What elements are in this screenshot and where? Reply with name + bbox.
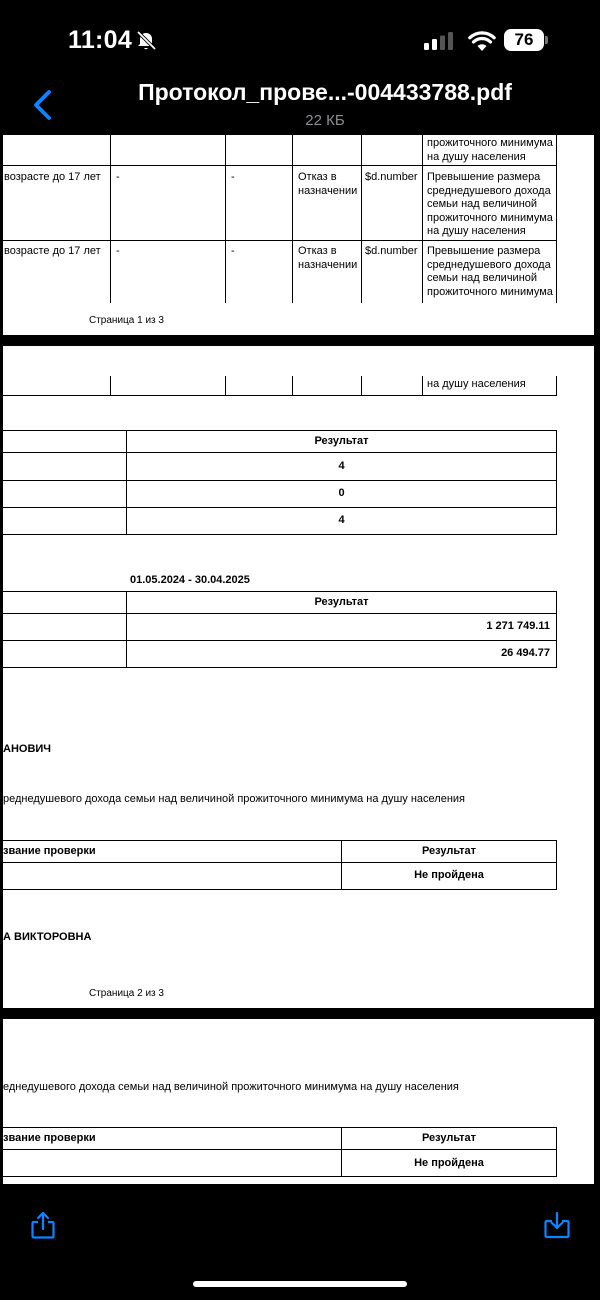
pdf-page-3 bbox=[3, 1019, 594, 1184]
table-cell-number: $d.number bbox=[365, 245, 418, 257]
table-cell-value: 4 bbox=[338, 460, 345, 472]
table-cell-status: Отказ в назначении bbox=[298, 245, 358, 271]
table-cell-dash: - bbox=[231, 245, 235, 257]
table-header-result: Результат bbox=[314, 596, 369, 608]
save-to-files-icon[interactable] bbox=[543, 1210, 571, 1240]
table-cell-reason: Превышение размера среднедушевого дохода семьи над величиной прожиточного минимума на душу населения bbox=[427, 171, 553, 237]
person-name: А ВИКТОРОВНА bbox=[3, 931, 92, 943]
table-cell-value: 1 271 749.11 bbox=[486, 620, 550, 632]
check-description: еднедушевого дохода семьи над величиной прожиточного минимума на душу населения bbox=[3, 1081, 459, 1093]
pdf-page-1 bbox=[3, 135, 594, 335]
wifi-icon bbox=[468, 30, 496, 52]
table-cell-dash: - bbox=[116, 171, 120, 183]
status-time: 11:04 bbox=[68, 26, 133, 54]
table-cell-number: $d.number bbox=[365, 171, 418, 183]
table-cell-age: возрасте до 17 лет bbox=[4, 245, 101, 257]
file-size: 22 КБ bbox=[305, 112, 345, 129]
table-header-result: Результат bbox=[421, 1132, 477, 1144]
table-cell-status: Отказ в назначении bbox=[298, 171, 358, 197]
table-cell-result: Не пройдена bbox=[414, 1157, 484, 1169]
page-footer: Страница 1 из 3 bbox=[89, 315, 164, 326]
table-cell-value: 26 494.77 bbox=[501, 647, 550, 659]
home-indicator[interactable] bbox=[193, 1281, 407, 1287]
share-icon[interactable] bbox=[30, 1210, 56, 1240]
cellular-signal-icon bbox=[424, 32, 456, 50]
check-description: реднедушевого дохода семьи над величиной прожиточного минимума на душу населения bbox=[3, 793, 466, 805]
pdf-page-2 bbox=[3, 346, 594, 1008]
person-name: АНОВИЧ bbox=[3, 743, 52, 755]
table-cell-reason-cont: на душу населения bbox=[427, 378, 526, 390]
silent-mode-icon bbox=[135, 30, 157, 52]
table-cell-dash: - bbox=[231, 171, 235, 183]
table-cell-value: 0 bbox=[338, 487, 345, 499]
table-cell-value: 4 bbox=[338, 514, 345, 526]
back-chevron-icon[interactable] bbox=[28, 88, 56, 122]
table-cell-reason: Превышение размера среднедушевого дохода семьи над величиной прожиточного минимума bbox=[427, 245, 553, 298]
battery-tip bbox=[545, 36, 548, 44]
page-footer: Страница 2 из 3 bbox=[89, 988, 164, 999]
table-header-result: Результат bbox=[314, 435, 369, 447]
table-header-result: Результат bbox=[421, 845, 477, 857]
table-header-check-name: звание проверки bbox=[3, 1132, 96, 1144]
period-label: 01.05.2024 - 30.04.2025 bbox=[130, 574, 250, 586]
table-cell-dash: - bbox=[116, 245, 120, 257]
table-cell-result: Не пройдена bbox=[414, 869, 484, 881]
table-cell-reason-cont: прожиточного минимума на душу населения bbox=[427, 137, 553, 163]
file-title: Протокол_прове...-004433788.pdf bbox=[138, 79, 512, 105]
battery-indicator: 76 bbox=[504, 29, 544, 51]
table-header-check-name: звание проверки bbox=[3, 845, 96, 857]
table-cell-age: возрасте до 17 лет bbox=[4, 171, 101, 183]
